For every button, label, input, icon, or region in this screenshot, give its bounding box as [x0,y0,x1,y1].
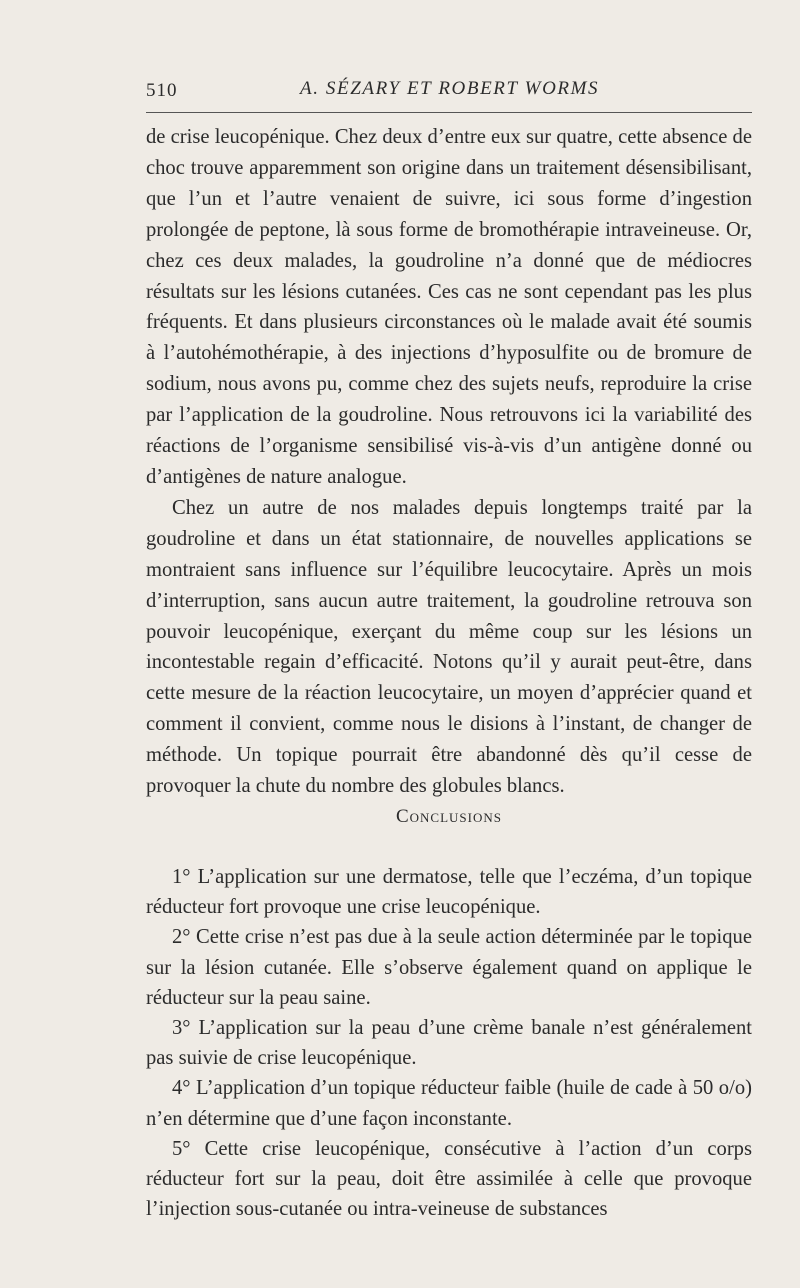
body-text [146,122,752,802]
paragraph: de crise leucopénique. Chez deux d’entre eux sur quatre, cette absence de choc trouve apparemment son origine dans un traitement désensibilisant, que l’un et l’autre venaient de suivre, ici sous forme d’ingestion prolongée de peptone, là sous forme de bromothérapie intraveineuse. Or, chez ces deux malades, la goudroline n’a donné que de médiocres résultats sur les lésions cutanées. Ces cas ne sont cependant pas les plus fréquents. Et dans plusieurs circonstances où le malade avait été soumis à l’autohémothérapie, à des injections d’hyposulfite ou de bromure de sodium, nous avons pu, comme chez des sujets neufs, reproduire la crise par l’application de la goudroline. Nous retrouvons ici la variabilité des réactions de l’organisme sensibilisé vis-à-vis d’un antigène donné ou d’antigènes de nature analogue. [146,126,752,488]
section-heading: Conclusions [395,806,502,827]
page-number: 510 [146,80,178,101]
conclusion-item: 5° Cette crise leucopénique, consécutive à l’action d’un corps réducteur fort sur la peau, doit être assimilée à celle que provoque l’injection sous-cutanée ou intra-veineuse de substances [146,1137,752,1221]
header-rule [146,112,752,113]
paragraph: Chez un autre de nos malades depuis longtemps traité par la goudroline et dans un état stationnaire, de nouvelles applications se montraient sans influence sur l’équilibre leucocytaire. Après un mois d’interruption, sans aucun autre traitement, la goudroline retrouva son pouvoir leucopénique, exerçant du même coup sur les lésions un incontestable regain d’efficacité. Notons qu’il y aurait peut-être, dans cette mesure de la réaction leucocytaire, un moyen d’apprécier quand et comment il convient, comme nous le disions à l’instant, de changer de méthode. Un topique pourrait être abandonné dès qu’il cesse de provoquer la chute du nombre des globules blancs. [146,496,752,798]
conclusion-item: 1° L’application sur une dermatose, telle que l’eczéma, d’un topique réducteur fort provoque une crise leucopénique. [146,866,752,919]
conclusion-item: 2° Cette crise n’est pas due à la seule action déterminée par le topique sur la lésion cutanée. Elle s’observe également quand on applique le réducteur sur la peau saine. [146,926,752,1009]
conclusions-list [146,862,752,1224]
page-header [146,72,752,106]
running-head: A. SÉZARY ET ROBERT WORMS [300,78,600,99]
conclusion-item: 4° L’application d’un topique réducteur faible (huile de cade à 50 o/o) n’en détermine que d’une façon inconstante. [146,1077,752,1130]
conclusion-item: 3° L’application sur la peau d’une crème banale n’est généralement pas suivie de crise leucopénique. [146,1017,752,1070]
